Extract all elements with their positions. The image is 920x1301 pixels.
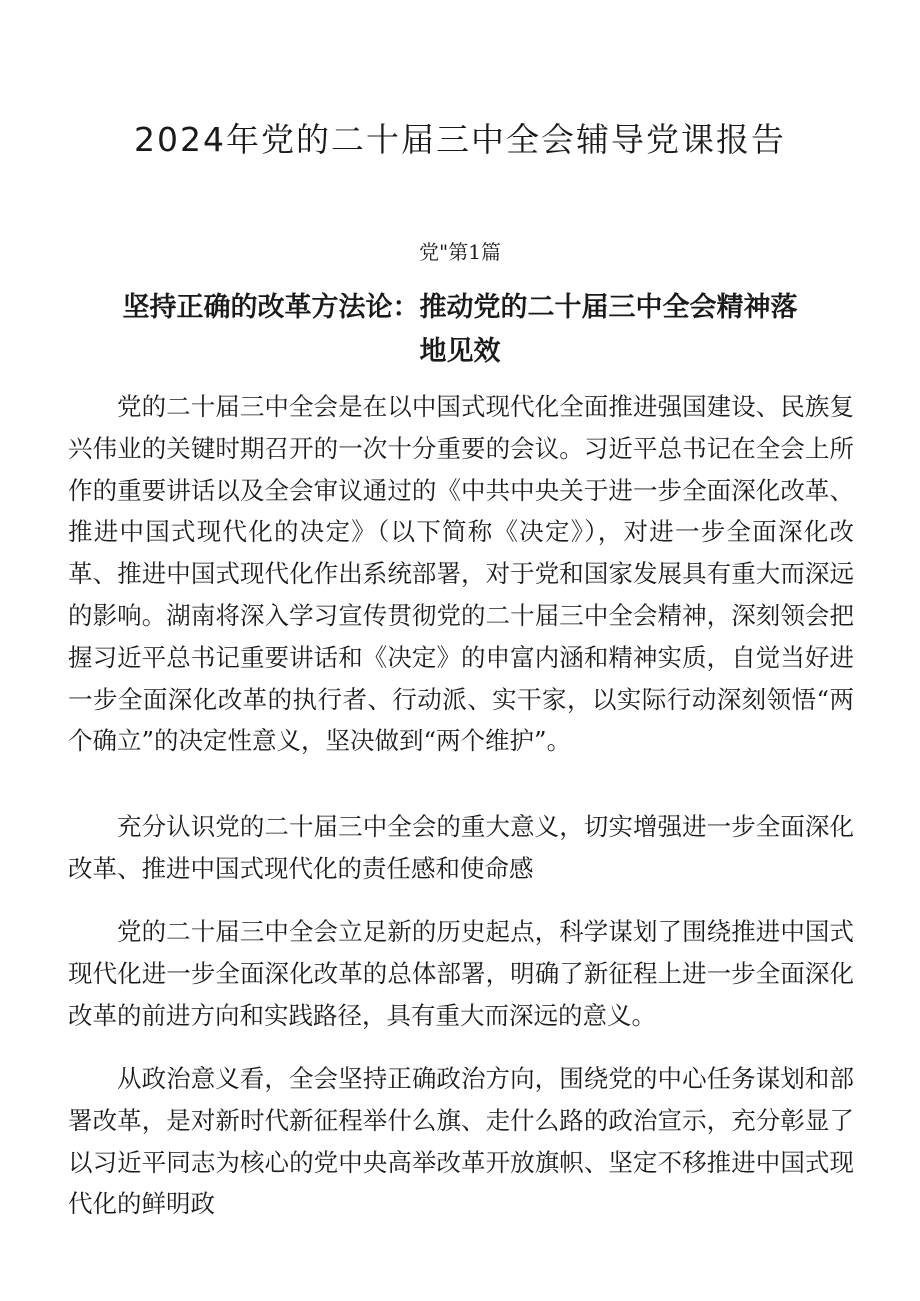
article-heading: 坚持正确的改革方法论：推动党的二十届三中全会精神落地见效 [122,292,798,367]
body-paragraph: 党的二十届三中全会立足新的历史起点，科学谋划了围绕推进中国式现代化进一步全面深化改革的总体部署，明确了新征程上进一步全面深化改革的前进方向和实践路径，具有重大而深远的意义。 [68,917,854,1030]
section-label: 党"第1篇 [419,240,501,264]
body-paragraph: 党的二十届三中全会是在以中国式现代化全面推进强国建设、民族复兴伟业的关键时期召开的一次十分重要的会议。习近平总书记在全会上所作的重要讲话以及全会审议通过的《中共中央关于进一步全面深化改革、推进中国式现代化的决定》（以下简称《决定》），对进一步全面深化改革、推进中国式现代化作出系统部署，对于党和国家发展具有重大而深远的影响。湖南将深入学习宣传贯彻党的二十届三中全会精神，深刻领会把握习近平总书记重要讲话和《决定》的申富内涵和精神实质，自觉当好进一步全面深化改革的执行者、行动派、实干家，以实际行动深刻领悟“两个确立”的决定性意义，坚决做到“两个维护”。 [68,392,854,756]
body-paragraph: 充分认识党的二十届三中全会的重大意义，切实增强进一步全面深化改革、推进中国式现代化的责任感和使命感 [68,812,854,883]
document-title: 2024年党的二十届三中全会辅导党课报告 [134,120,786,159]
body-paragraph: 从政治意义看，全会坚持正确政治方向，围绕党的中心任务谋划和部署改革，是对新时代新征程举什么旗、走什么路的政治宣示，充分彰显了以习近平同志为核心的党中央高举改革开放旗帜、坚定不移推进中国式现代化的鲜明政 [68,1064,854,1219]
